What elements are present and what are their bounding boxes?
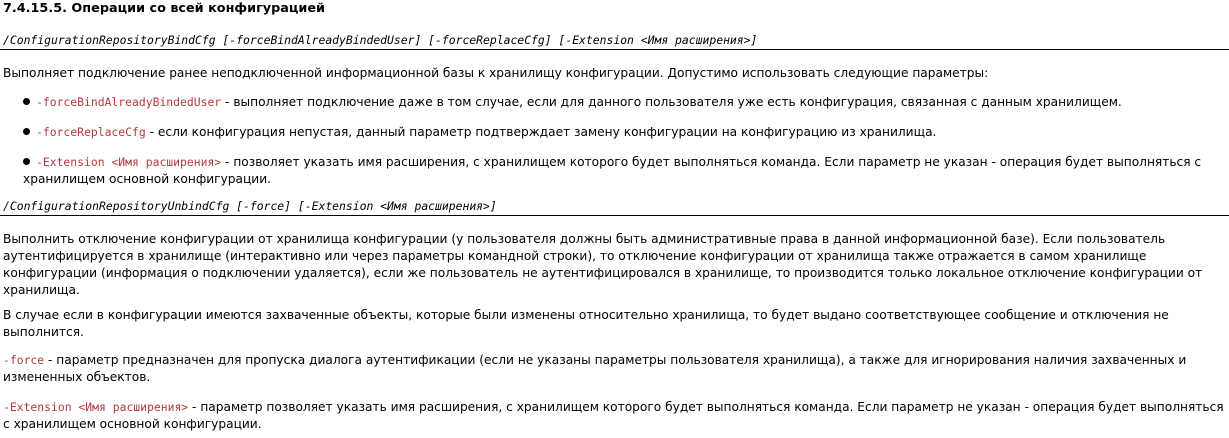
unbind-captured-objects-paragraph: В случае если в конфигурации имеются захваченные объекты, которые были изменены относительно хранилища, то будет выдано соответствующее сообщение и отключения не выполнится.	[3, 308, 1169, 339]
param-name: -Extension <Имя расширения>	[36, 155, 222, 169]
param-description: - выполняет подключение даже в том случае, если для данного пользователя уже есть конфигурация, связанная с данным хранилищем.	[221, 95, 1122, 109]
param-name: -Extension <Имя расширения>	[3, 400, 189, 414]
bullet-icon	[23, 98, 30, 105]
unbind-extension-paragraph	[3, 399, 1225, 433]
param-name: -force	[3, 353, 45, 367]
bind-intro-paragraph: Выполняет подключение ранее неподключенной информационной базы к хранилищу конфигурации. Допустимо использовать следующие параметры:	[3, 66, 989, 80]
bullet-icon	[23, 158, 30, 165]
bind-param-item	[23, 124, 1225, 141]
unbind-command-line	[0, 198, 1229, 216]
bullet-icon	[23, 128, 30, 135]
param-description: - параметр предназначен для пропуска диалога аутентификации (если не указаны параметры пользователя хранилища), а также для игнорирования наличия захваченных и измененных объектов.	[3, 353, 1187, 384]
unbind-description-paragraph: Выполнить отключение конфигурации от хранилища конфигурации (у пользователя должны быть административные права в данной информационной базе). Если пользователь аутентифицируется в хранилище (интерактивно или через параметры командной строки), то отключение конфигурации от хранилища также отражается в самом хранилище конфигурации (информация о подключении удаляется), если же пользователь не аутентифицировался в хранилище, то производится только локальное отключение конфигурации от хранилища.	[3, 232, 1203, 297]
bind-param-item	[23, 154, 1225, 188]
unbind-command-syntax: /ConfigurationRepositoryUnbindCfg [-force] [-Extension <Имя расширения>]	[3, 199, 497, 213]
unbind-force-paragraph	[3, 352, 1225, 386]
param-description: - параметр позволяет указать имя расширения, с хранилищем которого будет выполняться команда. Если параметр не указан - операция будет выполняться с хранилищем основной конфигурации.	[3, 400, 1224, 431]
param-name: -forceReplaceCfg	[36, 125, 146, 139]
param-description: - позволяет указать имя расширения, с хранилищем которого будет выполняться команда. Если параметр не указан - операция будет выполняться с хранилищем основной конфигурации.	[23, 155, 1202, 186]
section-heading: 7.4.15.5. Операции со всей конфигурацией	[3, 1, 326, 16]
param-description: - если конфигурация непустая, данный параметр подтверждает замену конфигурации на конфигурацию из хранилища.	[145, 125, 937, 139]
bind-command-syntax: /ConfigurationRepositoryBindCfg [-forceBindAlreadyBindedUser] [-forceReplaceCfg] [-Extension <Имя расширения>]	[3, 33, 758, 47]
bind-param-item	[23, 94, 1225, 111]
param-name: -forceBindAlreadyBindedUser	[36, 95, 222, 109]
bind-command-line	[0, 32, 1229, 50]
